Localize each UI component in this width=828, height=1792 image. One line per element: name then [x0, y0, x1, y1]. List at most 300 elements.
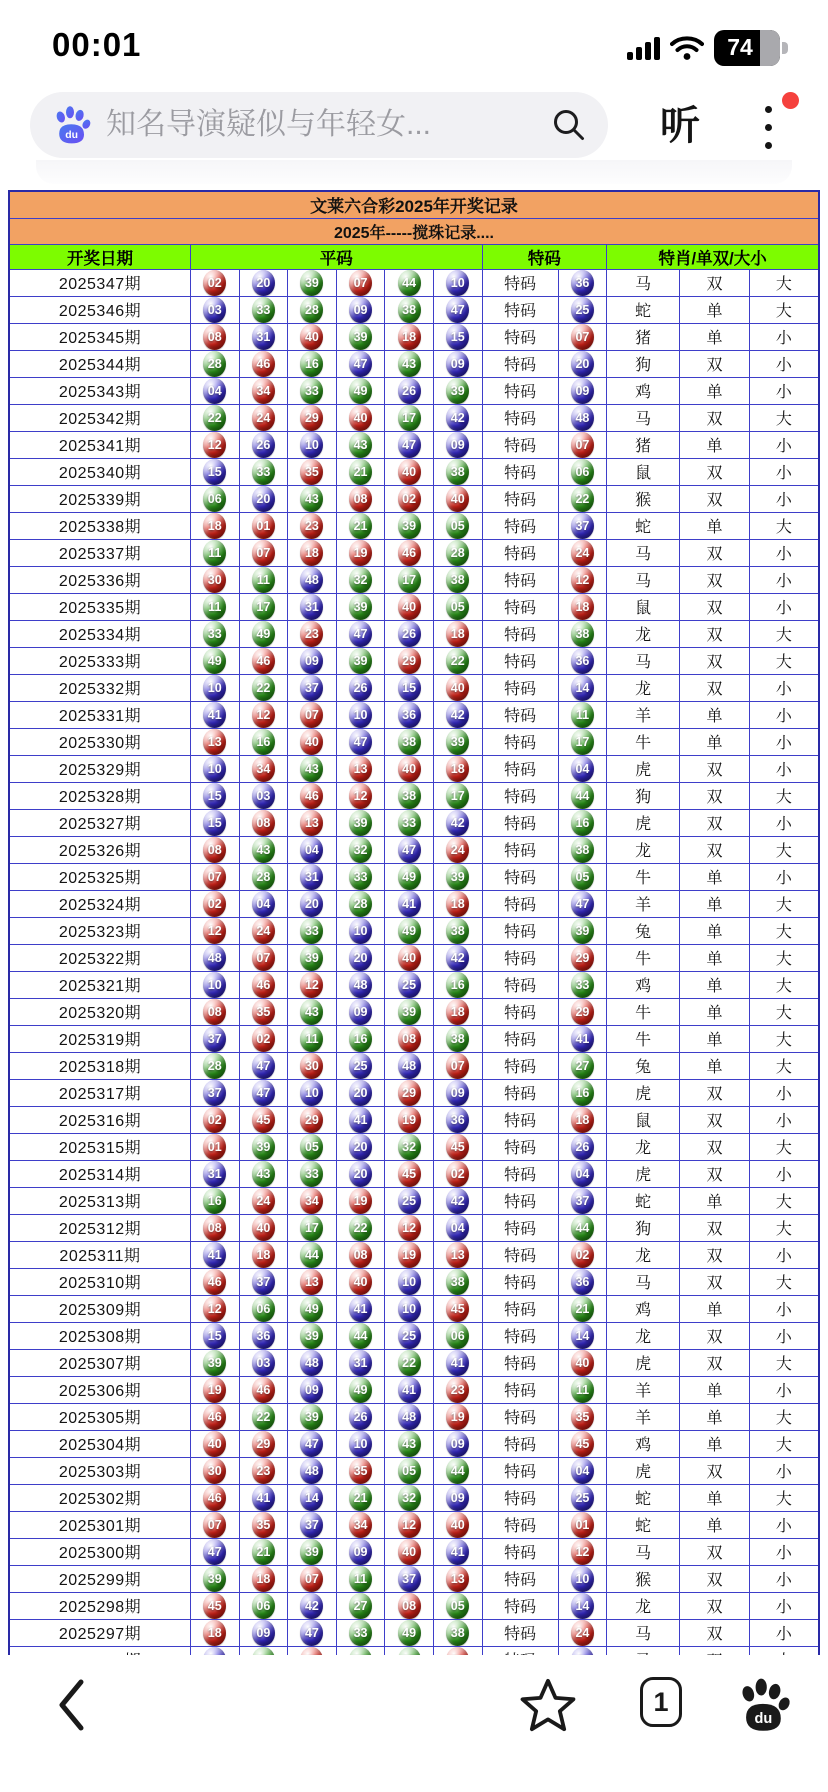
clock: 00:01: [52, 26, 142, 63]
parity-cell: 单: [680, 971, 750, 998]
number-ball: 25: [398, 972, 421, 998]
favorite-star-button[interactable]: [520, 1677, 576, 1733]
ball-cell: [288, 1511, 337, 1538]
special-ball-cell: [558, 458, 607, 485]
number-ball: 30: [203, 567, 226, 593]
special-ball-cell: [558, 377, 607, 404]
ball-cell: [190, 701, 239, 728]
zodiac-cell: 鸡: [607, 1295, 680, 1322]
period-cell: 2025330期: [9, 728, 190, 755]
zodiac-cell: 龙: [607, 836, 680, 863]
number-ball: 15: [203, 783, 226, 809]
ball-cell: [336, 1133, 385, 1160]
special-number-ball: 02: [571, 1242, 594, 1268]
special-number-ball: 36: [571, 648, 594, 674]
zodiac-cell: 蛇: [607, 512, 680, 539]
ball-cell: [385, 944, 434, 971]
number-ball: 27: [349, 1593, 372, 1619]
number-ball: 31: [252, 324, 275, 350]
number-ball: 29: [300, 1107, 323, 1133]
ball-cell: [433, 323, 482, 350]
number-ball: 15: [203, 810, 226, 836]
number-ball: 32: [349, 837, 372, 863]
number-ball: 31: [349, 1350, 372, 1376]
table-row: [9, 1484, 819, 1511]
table-subtitle: 2025年-----搅珠记录....: [9, 218, 819, 244]
parity-cell: 双: [680, 1538, 750, 1565]
size-cell: 大: [749, 1349, 819, 1376]
search-input[interactable]: [106, 108, 552, 142]
table-row: [9, 485, 819, 512]
parity-cell: 双: [680, 1322, 750, 1349]
ball-cell: [239, 485, 288, 512]
special-ball-cell: [558, 755, 607, 782]
number-ball: 46: [300, 783, 323, 809]
number-ball: 33: [349, 864, 372, 890]
zodiac-cell: 羊: [607, 1376, 680, 1403]
battery-percent: 74: [727, 34, 753, 60]
ball-cell: [239, 350, 288, 377]
zodiac-cell: 兔: [607, 1052, 680, 1079]
number-ball: 18: [252, 1566, 275, 1592]
number-ball: 41: [398, 1377, 421, 1403]
special-number-ball: 01: [571, 1512, 594, 1538]
ball-cell: [288, 647, 337, 674]
special-number-ball: 44: [571, 783, 594, 809]
number-ball: 43: [349, 432, 372, 458]
zodiac-cell: 虎: [607, 755, 680, 782]
number-ball: 47: [300, 1620, 323, 1646]
special-number-ball: 29: [571, 999, 594, 1025]
parity-cell: 单: [680, 1295, 750, 1322]
special-number-ball: 26: [571, 1134, 594, 1160]
number-ball: 29: [398, 648, 421, 674]
number-ball: 43: [300, 999, 323, 1025]
number-ball: 46: [252, 1377, 275, 1403]
number-ball: 02: [252, 1026, 275, 1052]
table-row: [9, 1538, 819, 1565]
special-label-cell: 特码: [482, 917, 558, 944]
ball-cell: [385, 863, 434, 890]
size-cell: 小: [749, 539, 819, 566]
ball-cell: [336, 998, 385, 1025]
ball-cell: [433, 755, 482, 782]
size-cell: 大: [749, 944, 819, 971]
zodiac-cell: 猪: [607, 323, 680, 350]
ball-cell: [433, 431, 482, 458]
number-ball: 48: [349, 972, 372, 998]
zodiac-cell: 鼠: [607, 593, 680, 620]
period-cell: 2025310期: [9, 1268, 190, 1295]
table-row: [9, 890, 819, 917]
ball-cell: [433, 1376, 482, 1403]
zodiac-cell: 牛: [607, 998, 680, 1025]
special-label-cell: 特码: [482, 1484, 558, 1511]
ball-cell: [239, 998, 288, 1025]
ball-cell: [190, 917, 239, 944]
ball-cell: [288, 971, 337, 998]
table-row: [9, 1457, 819, 1484]
parity-cell: 单: [680, 512, 750, 539]
special-number-ball: 37: [571, 1188, 594, 1214]
ball-cell: [190, 782, 239, 809]
listen-button[interactable]: 听: [660, 104, 700, 148]
col-header-special: 特码: [482, 244, 607, 269]
ball-cell: [239, 1538, 288, 1565]
number-ball: 20: [349, 945, 372, 971]
number-ball: 20: [349, 1134, 372, 1160]
number-ball: 10: [349, 1431, 372, 1457]
svg-text:du: du: [754, 1710, 773, 1727]
table-row: [9, 593, 819, 620]
number-ball: 39: [349, 810, 372, 836]
special-label-cell: 特码: [482, 1106, 558, 1133]
ball-cell: [385, 1106, 434, 1133]
parity-cell: 双: [680, 782, 750, 809]
number-ball: 13: [203, 729, 226, 755]
ball-cell: [385, 1511, 434, 1538]
number-ball: 23: [446, 1377, 469, 1403]
zodiac-cell: 牛: [607, 1025, 680, 1052]
number-ball: 38: [398, 783, 421, 809]
number-ball: 26: [398, 378, 421, 404]
table-row: [9, 674, 819, 701]
ball-cell: [239, 701, 288, 728]
number-ball: 40: [446, 675, 469, 701]
number-ball: 46: [203, 1269, 226, 1295]
zodiac-cell: 鸡: [607, 971, 680, 998]
ball-cell: [336, 1430, 385, 1457]
overflow-menu-icon[interactable]: [758, 100, 778, 156]
number-ball: 23: [252, 1458, 275, 1484]
number-ball: 42: [300, 1593, 323, 1619]
table-row: [9, 1214, 819, 1241]
period-cell: 2025304期: [9, 1430, 190, 1457]
ball-cell: [433, 674, 482, 701]
special-label-cell: 特码: [482, 998, 558, 1025]
ball-cell: [433, 863, 482, 890]
parity-cell: 单: [680, 431, 750, 458]
ball-cell: [190, 998, 239, 1025]
ball-cell: [433, 917, 482, 944]
ball-cell: [433, 1241, 482, 1268]
ball-cell: [190, 350, 239, 377]
number-ball: 46: [252, 648, 275, 674]
table-row: [9, 971, 819, 998]
special-label-cell: 特码: [482, 971, 558, 998]
ball-cell: [336, 890, 385, 917]
zodiac-cell: 龙: [607, 1133, 680, 1160]
number-ball: 07: [252, 945, 275, 971]
zodiac-cell: 兔: [607, 917, 680, 944]
ball-cell: [433, 593, 482, 620]
search-icon[interactable]: [552, 108, 586, 142]
period-cell: 2025311期: [9, 1241, 190, 1268]
special-label-cell: 特码: [482, 512, 558, 539]
zodiac-cell: 龙: [607, 1322, 680, 1349]
special-ball-cell: [558, 431, 607, 458]
table-row: [9, 1592, 819, 1619]
ball-cell: [336, 863, 385, 890]
ball-cell: [190, 944, 239, 971]
number-ball: 33: [252, 297, 275, 323]
back-button[interactable]: [55, 1677, 89, 1733]
number-ball: 40: [398, 756, 421, 782]
ball-cell: [190, 1538, 239, 1565]
ball-cell: [190, 1268, 239, 1295]
ball-cell: [190, 728, 239, 755]
ball-cell: [190, 1457, 239, 1484]
ball-cell: [336, 755, 385, 782]
ball-cell: [433, 809, 482, 836]
special-label-cell: 特码: [482, 1619, 558, 1646]
number-ball: 13: [446, 1566, 469, 1592]
number-ball: 39: [446, 378, 469, 404]
number-ball: 04: [203, 378, 226, 404]
number-ball: 13: [300, 1269, 323, 1295]
parity-cell: 双: [680, 809, 750, 836]
number-ball: 09: [300, 648, 323, 674]
number-ball: 42: [446, 1188, 469, 1214]
ball-cell: [433, 1160, 482, 1187]
special-number-ball: 33: [571, 972, 594, 998]
special-number-ball: 37: [571, 513, 594, 539]
number-ball: 41: [252, 1485, 275, 1511]
number-ball: 15: [203, 1323, 226, 1349]
ball-cell: [239, 1025, 288, 1052]
wifi-icon: [670, 35, 704, 61]
special-label-cell: 特码: [482, 674, 558, 701]
special-number-ball: 24: [571, 540, 594, 566]
number-ball: 34: [252, 756, 275, 782]
number-ball: 06: [252, 1296, 275, 1322]
zodiac-cell: 狗: [607, 350, 680, 377]
ball-cell: [336, 1268, 385, 1295]
ball-cell: [288, 1187, 337, 1214]
special-ball-cell: [558, 1214, 607, 1241]
size-cell: 大: [749, 1025, 819, 1052]
ball-cell: [239, 296, 288, 323]
table-row: [9, 1187, 819, 1214]
ball-cell: [336, 323, 385, 350]
number-ball: 28: [203, 1053, 226, 1079]
special-label-cell: 特码: [482, 296, 558, 323]
number-ball: 17: [446, 783, 469, 809]
number-ball: 33: [300, 1161, 323, 1187]
number-ball: 18: [446, 756, 469, 782]
table-row: [9, 431, 819, 458]
size-cell: 小: [749, 809, 819, 836]
table-row: [9, 350, 819, 377]
zodiac-cell: 马: [607, 539, 680, 566]
period-cell: 2025323期: [9, 917, 190, 944]
search-bar[interactable]: [30, 92, 608, 158]
size-cell: 大: [749, 1052, 819, 1079]
zodiac-cell: 龙: [607, 620, 680, 647]
ball-cell: [433, 620, 482, 647]
special-label-cell: 特码: [482, 755, 558, 782]
size-cell: 大: [749, 1484, 819, 1511]
number-ball: 34: [252, 378, 275, 404]
ball-cell: [239, 1457, 288, 1484]
special-label-cell: 特码: [482, 404, 558, 431]
table-row: [9, 944, 819, 971]
baidu-home-button[interactable]: [736, 1677, 792, 1733]
ball-cell: [385, 998, 434, 1025]
number-ball: 37: [203, 1080, 226, 1106]
number-ball: 45: [446, 1296, 469, 1322]
number-ball: 41: [398, 891, 421, 917]
number-ball: 21: [349, 459, 372, 485]
size-cell: 大: [749, 1187, 819, 1214]
number-ball: 10: [349, 702, 372, 728]
number-ball: 33: [252, 459, 275, 485]
parity-cell: 双: [680, 1133, 750, 1160]
ball-cell: [288, 458, 337, 485]
ball-cell: [385, 755, 434, 782]
special-number-ball: 47: [571, 891, 594, 917]
number-ball: 07: [300, 1566, 323, 1592]
size-cell: 大: [749, 782, 819, 809]
period-cell: 2025302期: [9, 1484, 190, 1511]
ball-cell: [190, 1079, 239, 1106]
ball-cell: [288, 1457, 337, 1484]
number-ball: 05: [446, 513, 469, 539]
number-ball: 49: [203, 648, 226, 674]
parity-cell: 单: [680, 1052, 750, 1079]
parity-cell: 双: [680, 674, 750, 701]
ball-cell: [190, 485, 239, 512]
number-ball: 39: [300, 1404, 323, 1430]
number-ball: 30: [300, 1053, 323, 1079]
size-cell: 小: [749, 485, 819, 512]
table-row: [9, 377, 819, 404]
number-ball: 22: [349, 1215, 372, 1241]
size-cell: 小: [749, 728, 819, 755]
ball-cell: [239, 620, 288, 647]
ball-cell: [239, 593, 288, 620]
zodiac-cell: 猴: [607, 485, 680, 512]
ball-cell: [385, 1187, 434, 1214]
special-ball-cell: [558, 917, 607, 944]
table-row: [9, 323, 819, 350]
special-ball-cell: [558, 1025, 607, 1052]
number-ball: 09: [349, 1539, 372, 1565]
tab-counter-button[interactable]: [640, 1677, 682, 1727]
number-ball: 26: [398, 621, 421, 647]
ball-cell: [385, 1457, 434, 1484]
ball-cell: [385, 674, 434, 701]
parity-cell: 单: [680, 863, 750, 890]
number-ball: 38: [446, 567, 469, 593]
ball-cell: [239, 1160, 288, 1187]
special-number-ball: 39: [571, 918, 594, 944]
ball-cell: [239, 755, 288, 782]
number-ball: 08: [252, 810, 275, 836]
number-ball: 08: [203, 837, 226, 863]
size-cell: 大: [749, 296, 819, 323]
svg-text:du: du: [65, 129, 78, 141]
special-ball-cell: [558, 674, 607, 701]
period-cell: 2025339期: [9, 485, 190, 512]
number-ball: 05: [446, 594, 469, 620]
special-label-cell: 特码: [482, 890, 558, 917]
size-cell: 小: [749, 1241, 819, 1268]
number-ball: 02: [203, 1107, 226, 1133]
ball-cell: [385, 1592, 434, 1619]
ball-cell: [190, 1187, 239, 1214]
period-cell: 2025318期: [9, 1052, 190, 1079]
ball-cell: [336, 593, 385, 620]
special-label-cell: 特码: [482, 620, 558, 647]
ball-cell: [385, 296, 434, 323]
number-ball: 16: [252, 729, 275, 755]
number-ball: 45: [252, 1107, 275, 1133]
ball-cell: [190, 269, 239, 296]
number-ball: 22: [398, 1350, 421, 1376]
ball-cell: [190, 377, 239, 404]
ball-cell: [336, 269, 385, 296]
ball-cell: [239, 431, 288, 458]
ball-cell: [385, 1430, 434, 1457]
ball-cell: [288, 890, 337, 917]
number-ball: 41: [203, 702, 226, 728]
ball-cell: [433, 1592, 482, 1619]
number-ball: 39: [398, 513, 421, 539]
number-ball: 36: [398, 702, 421, 728]
ball-cell: [336, 971, 385, 998]
number-ball: 40: [446, 1512, 469, 1538]
special-label-cell: 特码: [482, 269, 558, 296]
zodiac-cell: 龙: [607, 674, 680, 701]
parity-cell: 双: [680, 1106, 750, 1133]
ball-cell: [239, 647, 288, 674]
number-ball: 47: [398, 837, 421, 863]
ball-cell: [433, 1349, 482, 1376]
ball-cell: [288, 1214, 337, 1241]
period-cell: 2025342期: [9, 404, 190, 431]
ball-cell: [336, 377, 385, 404]
number-ball: 06: [203, 486, 226, 512]
ball-cell: [385, 647, 434, 674]
ball-cell: [385, 782, 434, 809]
special-label-cell: 特码: [482, 647, 558, 674]
number-ball: 28: [446, 540, 469, 566]
parity-cell: 双: [680, 350, 750, 377]
parity-cell: 双: [680, 647, 750, 674]
parity-cell: 双: [680, 269, 750, 296]
ball-cell: [239, 539, 288, 566]
size-cell: 大: [749, 971, 819, 998]
ball-cell: [190, 566, 239, 593]
zodiac-cell: 鸡: [607, 1430, 680, 1457]
number-ball: 39: [446, 864, 469, 890]
number-ball: 05: [300, 1134, 323, 1160]
ball-cell: [239, 1241, 288, 1268]
number-ball: 18: [446, 891, 469, 917]
number-ball: 29: [398, 1080, 421, 1106]
ball-cell: [433, 1619, 482, 1646]
ball-cell: [190, 1214, 239, 1241]
ball-cell: [190, 404, 239, 431]
size-cell: 小: [749, 377, 819, 404]
number-ball: 12: [203, 918, 226, 944]
table-row: [9, 1025, 819, 1052]
number-ball: 39: [349, 648, 372, 674]
number-ball: 02: [446, 1161, 469, 1187]
number-ball: 12: [203, 432, 226, 458]
ball-cell: [433, 1430, 482, 1457]
